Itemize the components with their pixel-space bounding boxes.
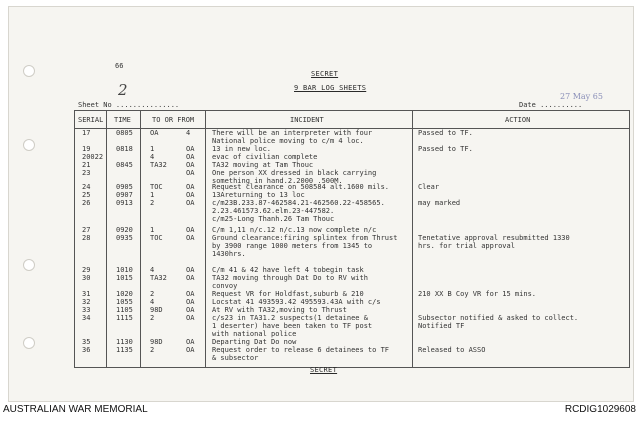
row-time: 0905 (116, 183, 133, 191)
row-incident-line: 13 in new loc. (212, 145, 272, 153)
row-incident-line: One person XX dressed in black carrying (212, 169, 377, 177)
row-to: 2 (150, 290, 155, 298)
row-time: 0913 (116, 199, 133, 207)
row-serial: 20022 (82, 153, 104, 161)
row-time: 1105 (116, 306, 133, 314)
row-to: TA32 (150, 274, 167, 282)
row-serial: 32 (82, 298, 91, 306)
row-from: OA (186, 153, 195, 161)
row-serial: 31 (82, 290, 91, 298)
sheet-no-label: Sheet No ............... (78, 101, 180, 109)
col-header-serial: SERIAL (78, 116, 104, 124)
row-time: 0818 (116, 145, 133, 153)
row-from: 4 (186, 129, 191, 137)
row-incident-line: Departing Dat Do now (212, 338, 297, 346)
row-action-line: hrs. for trial approval (418, 242, 515, 250)
row-action-line: may marked (418, 199, 461, 207)
row-serial: 24 (82, 183, 91, 191)
row-serial: 17 (82, 129, 91, 137)
row-serial: 29 (82, 266, 91, 274)
row-time: 0805 (116, 129, 133, 137)
row-incident-line: 1 deserter) have been taken to TF post (212, 322, 373, 330)
security-classification-top: SECRET (311, 70, 339, 78)
row-to: 98D (150, 306, 163, 314)
row-incident-line: There will be an interpreter with four (212, 129, 373, 137)
row-serial: 34 (82, 314, 91, 322)
punch-hole (23, 259, 35, 271)
col-header-incident: INCIDENT (290, 116, 324, 124)
row-from: OA (186, 290, 195, 298)
punch-hole (23, 337, 35, 349)
row-time: 0935 (116, 234, 133, 242)
punch-hole (23, 65, 35, 77)
row-from: OA (186, 346, 195, 354)
row-to: TOC (150, 234, 163, 242)
row-action-line: Passed to TF. (418, 129, 473, 137)
row-from: OA (186, 234, 195, 242)
row-from: OA (186, 199, 195, 207)
row-serial: 21 (82, 161, 91, 169)
row-incident-line: by 3900 range 1000 meters from 1345 to (212, 242, 373, 250)
row-incident-line: TA32 moving through Dat Do to RV with (212, 274, 368, 282)
row-incident-line: 13Areturning to 13 loc (212, 191, 305, 199)
row-incident-line: At RV with TA32,moving to Thrust (212, 306, 347, 314)
row-incident-line: c/m25-Long Thanh.26 Tam Thouc (212, 215, 335, 223)
row-action-line: Notified TF (418, 322, 465, 330)
row-incident-line: Request clearance on 508584 alt.1600 mils. (212, 183, 390, 191)
table-border-top (74, 110, 630, 111)
row-incident-line: convoy (212, 282, 238, 290)
row-time: 1130 (116, 338, 133, 346)
row-to: 98D (150, 338, 163, 346)
row-incident-line: Locstat 41 493593.42 495593.43A with c/s (212, 298, 381, 306)
document-subtitle: 9 BAR LOG SHEETS (294, 84, 367, 92)
row-incident-line: c/m23B.233.87-462584.21-462560.22-458565. (212, 199, 385, 207)
row-serial: 33 (82, 306, 91, 314)
row-from: OA (186, 161, 195, 169)
date-label: Date .......... (519, 101, 583, 109)
row-from: OA (186, 298, 195, 306)
row-to: TA32 (150, 161, 167, 169)
col-line (74, 110, 75, 367)
page-number: 66 (115, 62, 124, 70)
row-from: OA (186, 226, 195, 234)
row-incident-line: 2.23.461573.62.elm.23-447582. (212, 207, 335, 215)
security-classification-bottom: SECRET (310, 366, 338, 374)
row-from: OA (186, 191, 195, 199)
row-to: OA (150, 129, 159, 137)
row-from: OA (186, 169, 195, 177)
row-action-line: Released to ASSO (418, 346, 486, 354)
row-time: 1020 (116, 290, 133, 298)
row-to: 4 (150, 266, 155, 274)
row-from: OA (186, 314, 195, 322)
row-to: 1 (150, 191, 155, 199)
row-serial: 35 (82, 338, 91, 346)
row-incident-line: TA32 moving at Tam Thouc (212, 161, 314, 169)
punch-hole (23, 139, 35, 151)
row-serial: 30 (82, 274, 91, 282)
row-incident-line: & subsector (212, 354, 259, 362)
row-time: 0845 (116, 161, 133, 169)
row-to: 4 (150, 153, 155, 161)
row-incident-line: C/m 41 & 42 have left 4 tobegin task (212, 266, 364, 274)
row-time: 1115 (116, 314, 133, 322)
row-incident-line: evac of civilian complete (212, 153, 318, 161)
row-incident-line: C/m 1,11 n/c.12 n/c.13 now complete n/c (212, 226, 377, 234)
row-to: TOC (150, 183, 163, 191)
col-line (629, 110, 630, 367)
row-action-line: Subsector notified & asked to collect. (418, 314, 579, 322)
row-time: 1015 (116, 274, 133, 282)
row-to: 4 (150, 298, 155, 306)
col-line (140, 110, 141, 367)
footer-id: RCDIG1029608 (564, 404, 636, 415)
row-time: 1135 (116, 346, 133, 354)
row-from: OA (186, 183, 195, 191)
row-action-line: 210 XX B Coy VR for 15 mins. (418, 290, 537, 298)
row-incident-line: 1430hrs. (212, 250, 246, 258)
row-incident-line: National police moving to c/m 4 loc. (212, 137, 364, 145)
row-time: 1055 (116, 298, 133, 306)
row-incident-line: something in hand.2.2000 .500M. (212, 177, 343, 185)
row-serial: 36 (82, 346, 91, 354)
row-action-line: Tenetative approval resubmitted 1330 (418, 234, 570, 242)
row-serial: 28 (82, 234, 91, 242)
footer-source: AUSTRALIAN WAR MEMORIAL (3, 404, 148, 415)
row-serial: 27 (82, 226, 91, 234)
row-serial: 23 (82, 169, 91, 177)
handwritten-number: 2 (118, 81, 128, 99)
row-from: OA (186, 274, 195, 282)
row-to: 2 (150, 314, 155, 322)
row-to: 1 (150, 226, 155, 234)
col-line (412, 110, 413, 367)
row-from: OA (186, 338, 195, 346)
col-header-action: ACTION (505, 116, 531, 124)
row-to: 1 (150, 145, 155, 153)
col-line (205, 110, 206, 367)
row-action-line: Passed to TF. (418, 145, 473, 153)
row-time: 0920 (116, 226, 133, 234)
col-header-time: TIME (114, 116, 131, 124)
row-incident-line: Ground clearance:firing splintex from Thrust (212, 234, 398, 242)
date-stamp: 27 May 65 (560, 92, 603, 101)
row-to: 2 (150, 199, 155, 207)
row-serial: 26 (82, 199, 91, 207)
row-incident-line: Request VR for Holdfast,suburb & 210 (212, 290, 364, 298)
row-time: 1010 (116, 266, 133, 274)
row-from: OA (186, 306, 195, 314)
row-serial: 25 (82, 191, 91, 199)
table-border-bottom (74, 367, 630, 368)
row-time: 0907 (116, 191, 133, 199)
row-action-line: Clear (418, 183, 440, 191)
col-header-to-or-from: TO OR FROM (152, 116, 195, 124)
row-from: OA (186, 266, 195, 274)
row-incident-line: Request order to release 6 detainees to TF (212, 346, 390, 354)
row-serial: 19 (82, 145, 91, 153)
row-to: 2 (150, 346, 155, 354)
row-from: OA (186, 145, 195, 153)
row-incident-line: with national police (212, 330, 297, 338)
col-line (106, 110, 107, 367)
row-incident-line: c/s23 in TA31.2 suspects(1 detainee & (212, 314, 368, 322)
